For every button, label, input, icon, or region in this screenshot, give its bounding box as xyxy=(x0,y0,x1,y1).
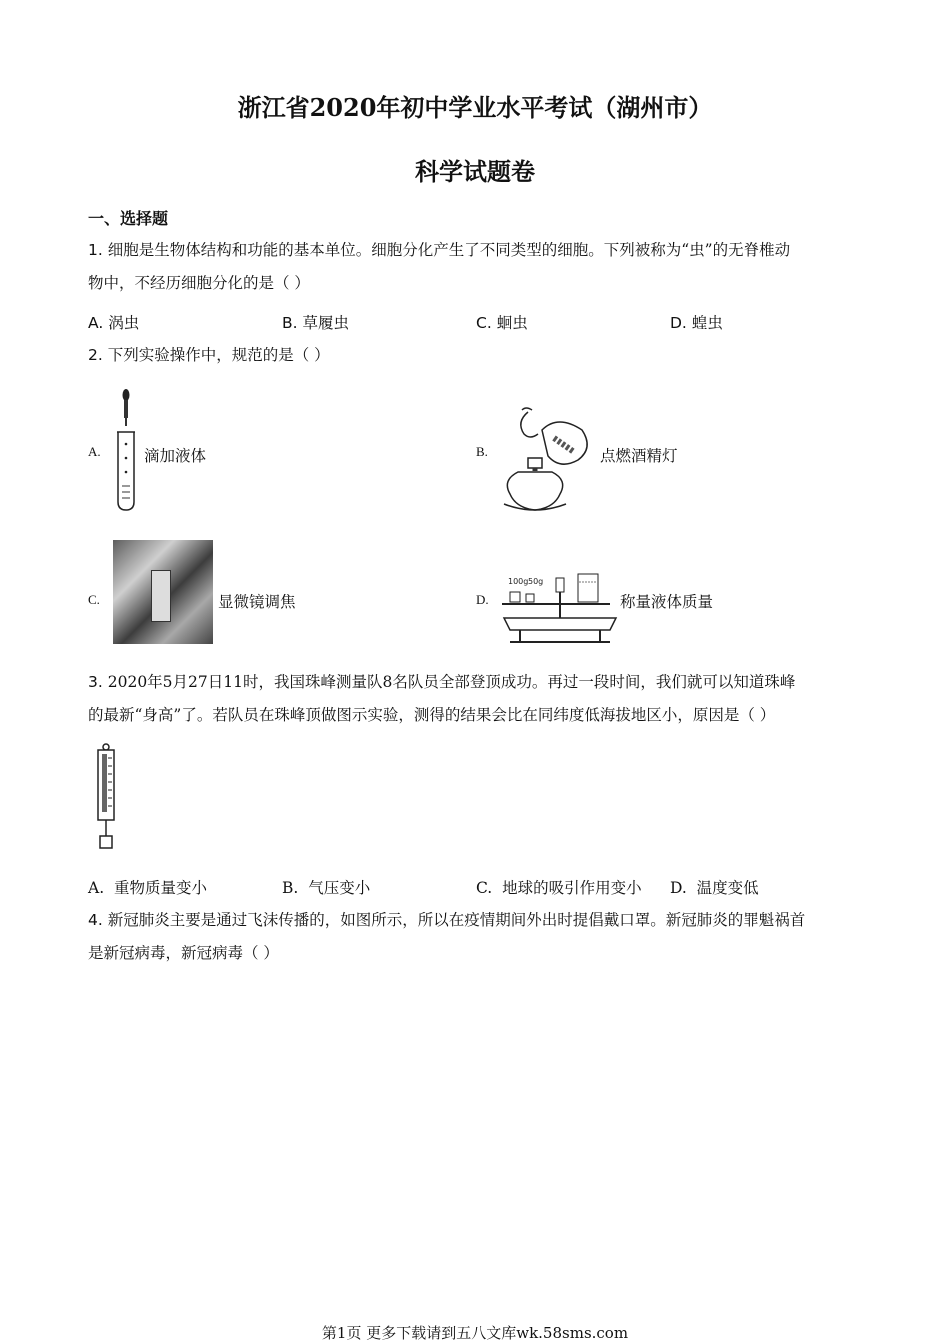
page-title: 浙江省2020年初中学业水平考试（湖州市） xyxy=(237,93,713,122)
page-subtitle: 科学试题卷 xyxy=(415,157,535,186)
q1-option-c: C. 蛔虫 xyxy=(476,314,528,332)
question-4 xyxy=(88,904,868,970)
dropper-tube-figure xyxy=(110,388,142,512)
question-number: 1. xyxy=(88,241,103,259)
question-text: 2020年5月27日11时，我国珠峰测量队8名队员全部登顶成功。再过一段时间，我们就可以知道珠峰 xyxy=(107,673,796,691)
balance-figure xyxy=(500,564,620,646)
page-footer: 第1页 更多下载请到五八文库wk.58sms.com xyxy=(321,1324,629,1342)
weight-50g-label: 50g xyxy=(528,577,544,586)
q2-option-a-text: 滴加液体 xyxy=(144,447,207,465)
q3-option-c: C. 地球的吸引作用变小 xyxy=(476,879,642,897)
question-text: 的最新“身高”了。若队员在珠峰顶做图示实验，测得的结果会比在同纬度低海拔地区小，原因是（ ） xyxy=(88,706,776,724)
weight-100g-label: 100g xyxy=(508,577,529,586)
question-text: 下列实验操作中，规范的是（ ） xyxy=(107,346,330,364)
q1-option-a: A. 涡虫 xyxy=(88,314,140,332)
spring-scale-figure xyxy=(92,742,122,852)
q2-option-c-label: C. xyxy=(88,592,100,607)
q3-option-b: B. 气压变小 xyxy=(282,879,371,897)
question-3 xyxy=(88,666,868,732)
q2-option-b-label: B. xyxy=(476,444,488,459)
question-text: 是新冠病毒，新冠病毒（ ） xyxy=(88,944,279,962)
q3-option-d: D. 温度变低 xyxy=(670,879,759,897)
question-text: 物中，不经历细胞分化的是（ ） xyxy=(88,274,310,292)
q2-option-c-text: 显微镜调焦 xyxy=(218,593,296,611)
section-title: 一、选择题 xyxy=(88,209,169,228)
question-number: 3. xyxy=(88,673,103,691)
question-number: 4. xyxy=(88,911,103,929)
q2-option-d-label: D. xyxy=(476,592,489,607)
q1-option-b: B. 草履虫 xyxy=(282,314,350,332)
alcohol-lamp-figure xyxy=(498,404,600,516)
q2-option-b-text: 点燃酒精灯 xyxy=(600,447,678,465)
microscope-tube-shape xyxy=(151,570,171,622)
q2-option-a-label: A. xyxy=(88,444,101,459)
question-text: 新冠肺炎主要是通过飞沫传播的，如图所示，所以在疫情期间外出时提倡戴口罩。新冠肺炎的罪魁祸首 xyxy=(107,911,806,929)
microscope-photo xyxy=(113,540,213,644)
q3-option-a: A. 重物质量变小 xyxy=(88,879,207,897)
q1-option-d: D. 蝗虫 xyxy=(670,314,723,332)
question-2 xyxy=(88,339,868,372)
question-text: 细胞是生物体结构和功能的基本单位。细胞分化产生了不同类型的细胞。下列被称为“虫”的无脊椎动 xyxy=(107,241,791,259)
question-1 xyxy=(88,234,868,300)
q2-option-d-text: 称量液体质量 xyxy=(620,593,714,611)
question-number: 2. xyxy=(88,346,103,364)
